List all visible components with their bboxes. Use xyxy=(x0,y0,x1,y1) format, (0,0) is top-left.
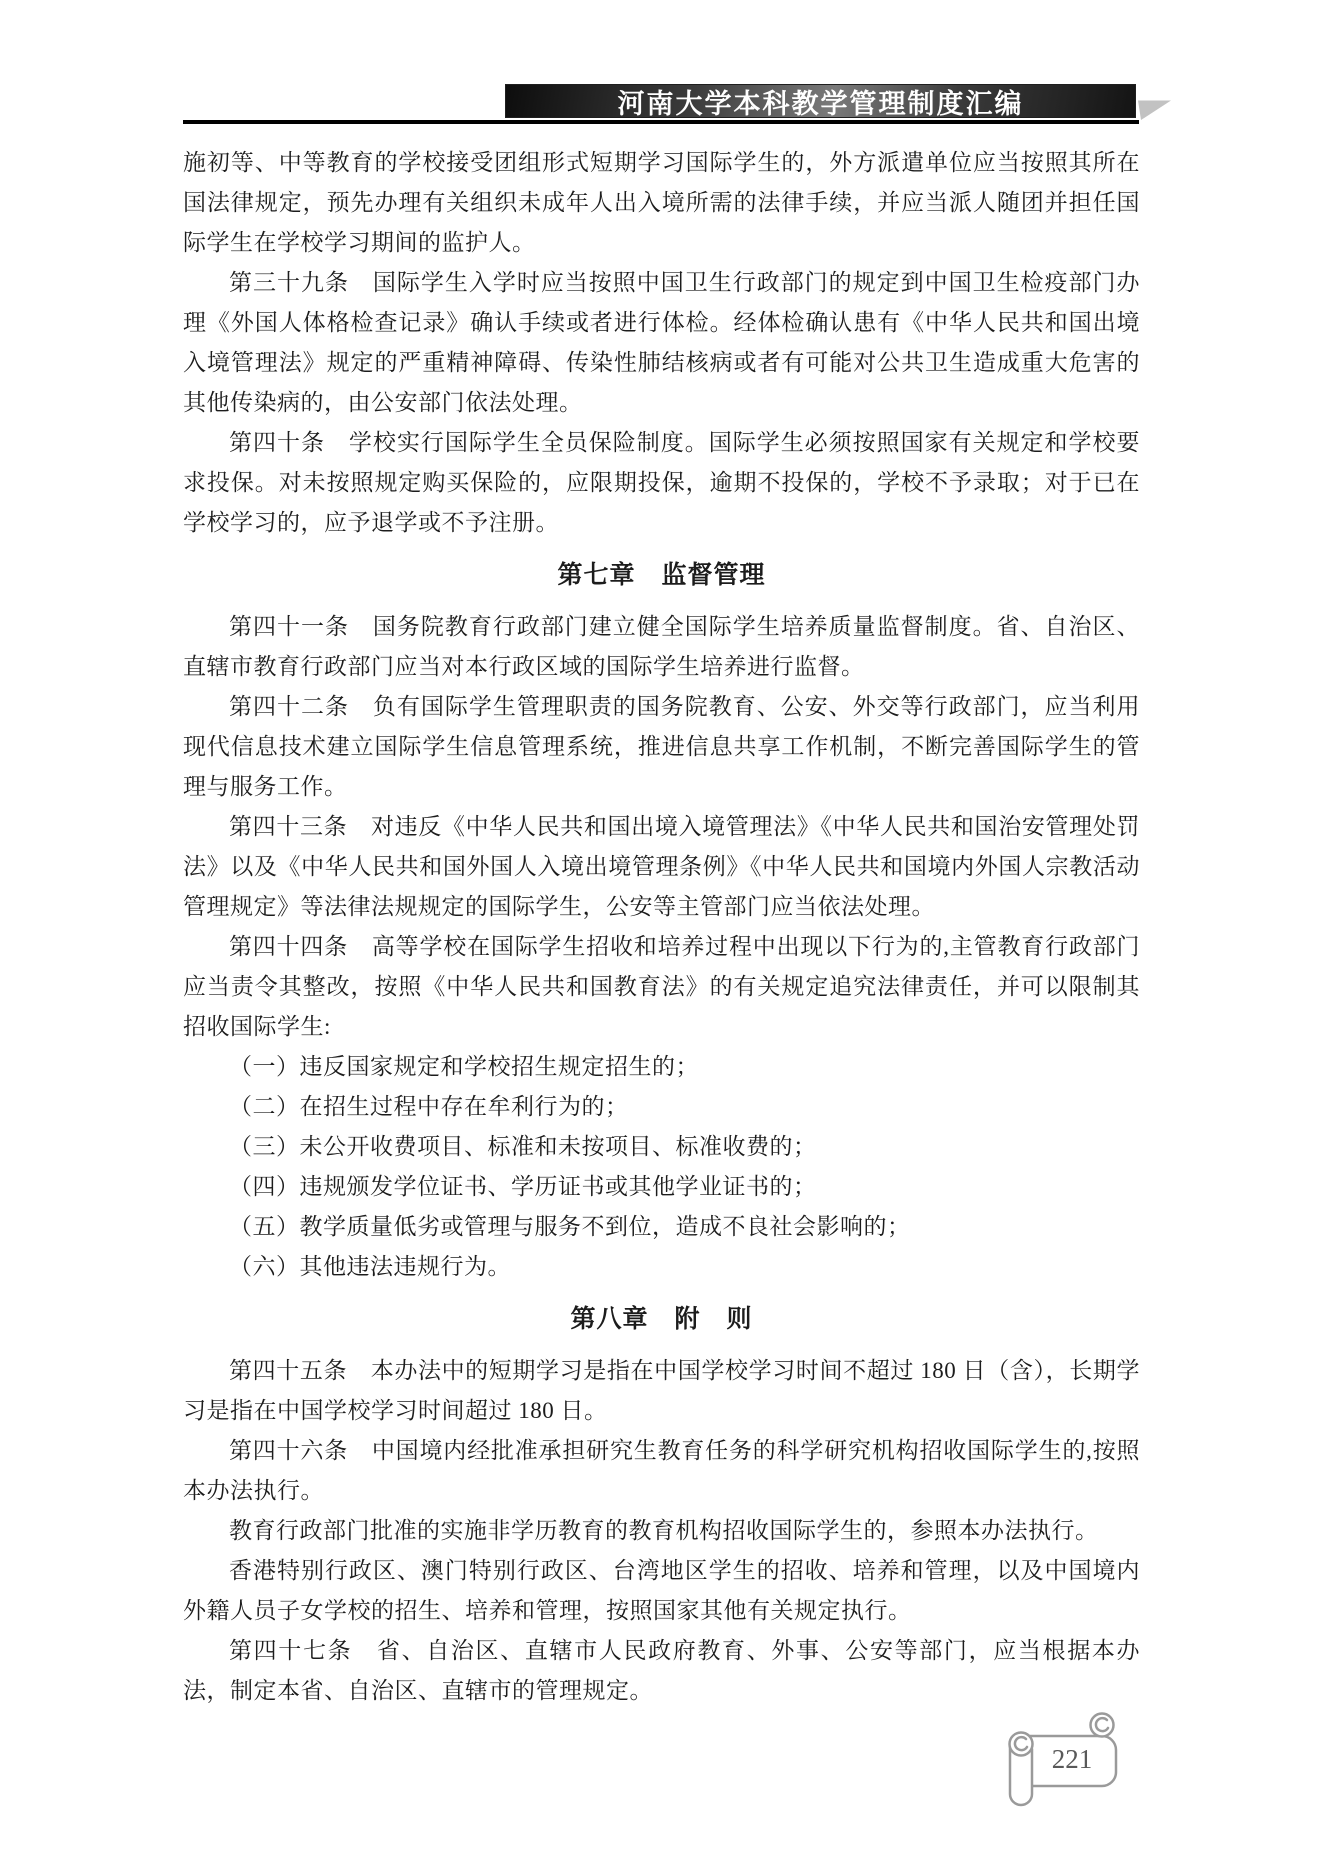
list-item: （四）违规颁发学位证书、学历证书或其他学业证书的； xyxy=(229,1174,817,1199)
list-item: （五）教学质量低劣或管理与服务不到位，造成不良社会影响的； xyxy=(229,1214,911,1239)
list-item: （二）在招生过程中存在牟利行为的； xyxy=(229,1094,629,1119)
list-item: （一）违反国家规定和学校招生规定招生的； xyxy=(229,1054,699,1079)
paragraph: 第四十三条 对违反《中华人民共和国出境入境管理法》《中华人民共和国治安管理处罚法》以及《中华人民共和国外国人入境出境管理条例》《中华人民共和国境内外国人宗教活动管理规定》等法律法规规定的国际学生，公安等主管部门应当依法处理。 xyxy=(183,814,1140,919)
paragraph: 第四十七条 省、自治区、直辖市人民政府教育、外事、公安等部门，应当根据本办法，制定本省、自治区、直辖市的管理规定。 xyxy=(183,1638,1140,1703)
paragraph: 第四十二条 负有国际学生管理职责的国务院教育、公安、外交等行政部门，应当利用现代信息技术建立国际学生信息管理系统，推进信息共享工作机制，不断完善国际学生的管理与服务工作。 xyxy=(183,694,1140,799)
paragraph: 第四十六条 中国境内经批准承担研究生教育任务的科学研究机构招收国际学生的,按照本办法执行。 xyxy=(183,1438,1140,1503)
paragraph: 教育行政部门批准的实施非学历教育的教育机构招收国际学生的，参照本办法执行。 xyxy=(229,1518,1099,1543)
document-body xyxy=(183,143,1140,1711)
paragraph: 第四十五条 本办法中的短期学习是指在中国学校学习时间不超过 180 日（含），长期学习是指在中国学校学习时间超过 180 日。 xyxy=(183,1358,1140,1423)
chapter-heading: 第八章 附 则 xyxy=(570,1305,753,1333)
list-item: （六）其他违法违规行为。 xyxy=(229,1254,511,1279)
header-arrow-icon xyxy=(1138,100,1172,121)
chapter-heading: 第七章 监督管理 xyxy=(557,561,766,589)
paragraph-continuation: 施初等、中等教育的学校接受团组形式短期学习国际学生的，外方派遣单位应当按照其所在国法律规定，预先办理有关组织未成年人出入境所需的法律手续，并应当派人随团并担任国际学生在学校学习期间的监护人。 xyxy=(183,150,1140,255)
header-title-bar xyxy=(505,84,1136,118)
paragraph: 第四十条 学校实行国际学生全员保险制度。国际学生必须按照国家有关规定和学校要求投保。对未按照规定购买保险的，应限期投保，逾期不投保的，学校不予录取；对于已在学校学习的，应予退学或不予注册。 xyxy=(183,430,1140,535)
page-title: 河南大学本科教学管理制度汇编 xyxy=(617,88,1024,119)
paragraph: 第四十一条 国务院教育行政部门建立健全国际学生培养质量监督制度。省、自治区、直辖市教育行政部门应当对本行政区域的国际学生培养进行监督。 xyxy=(183,614,1140,679)
paragraph: 第三十九条 国际学生入学时应当按照中国卫生行政部门的规定到中国卫生检疫部门办理《外国人体格检查记录》确认手续或者进行体检。经体检确认患有《中华人民共和国出境入境管理法》规定的严重精神障碍、传染性肺结核病或者有可能对公共卫生造成重大危害的其他传染病的，由公安部门依法处理。 xyxy=(183,270,1140,415)
paragraph: 第四十四条 高等学校在国际学生招收和培养过程中出现以下行为的,主管教育行政部门应当责令其整改，按照《中华人民共和国教育法》的有关规定追究法律责任，并可以限制其招收国际学生: xyxy=(183,934,1140,1039)
header-rule xyxy=(183,120,1139,124)
paragraph: 香港特别行政区、澳门特别行政区、台湾地区学生的招收、培养和管理，以及中国境内外籍人员子女学校的招生、培养和管理，按照国家其他有关规定执行。 xyxy=(183,1558,1140,1623)
page-number: 221 xyxy=(1051,1744,1093,1774)
list-item: （三）未公开收费项目、标准和未按项目、标准收费的； xyxy=(229,1134,817,1159)
